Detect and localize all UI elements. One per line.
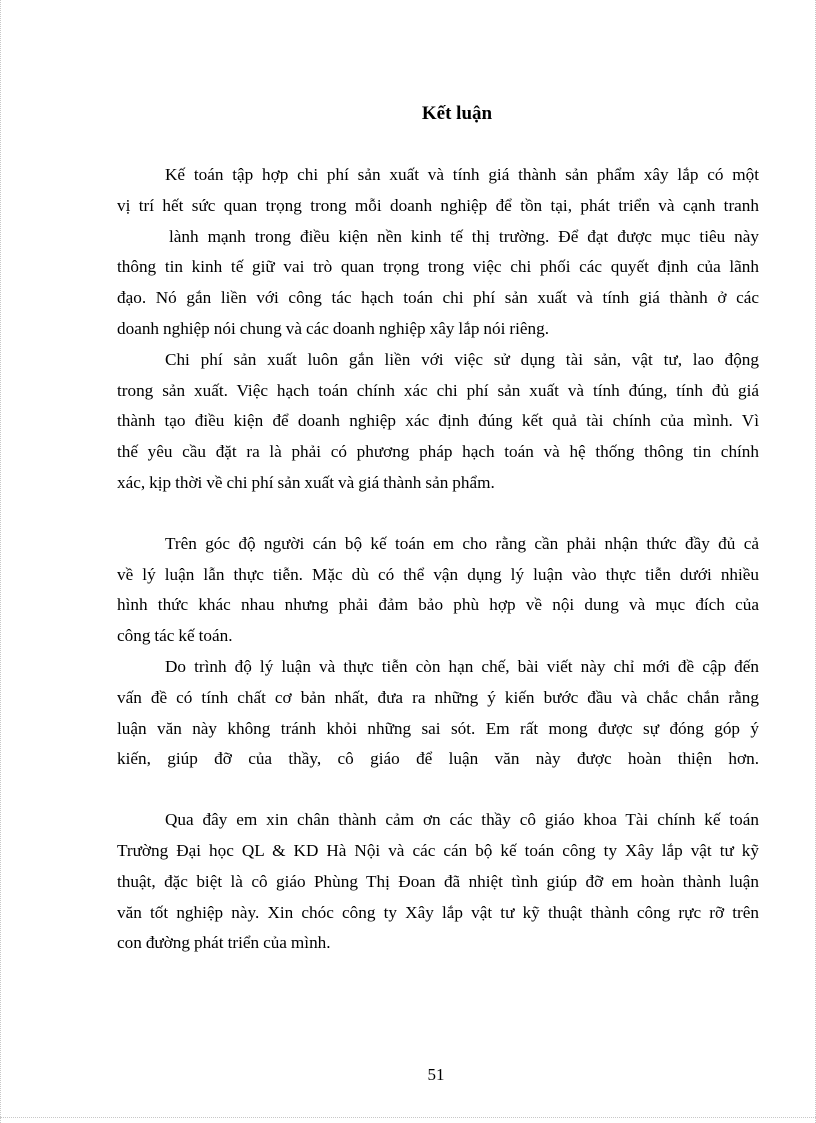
text-line: văn tốt nghiệp này. Xin chóc công ty Xây lắp vật tư kỹ thuật thành công rực rỡ trên [117,902,759,922]
paragraph-5 [117,805,759,959]
text-line: Do trình độ lý luận và thực tiễn còn hạn chế, bài viết này chỉ mới đề cập đến [165,656,759,676]
paragraph-2 [117,345,759,499]
text-line: đạo. Nó gắn liền với công tác hạch toán chi phí sản xuất và tính giá thành ở các [117,288,759,308]
text-line: con đường phát triển của mình. [117,933,331,953]
text-line: trong sản xuất. Việc hạch toán chính xác chi phí sản xuất và tính đúng, tính đủ giá [117,380,759,400]
text-line: thuật, đặc biệt là cô giáo Phùng Thị Đoan đã nhiệt tình giúp đỡ em hoàn thành luận [117,871,759,891]
text-line: lành mạnh trong điều kiện nền kinh tế thị trường. Để đạt được mục tiêu này [169,226,759,246]
text-line: kiến, giúp đỡ của thầy, cô giáo để luận văn này được hoàn thiện hơn. [117,749,759,769]
document-body [117,160,759,959]
page-title: Kết luận [421,103,493,124]
page-number: 51 [427,1065,445,1084]
paragraph-4 [117,652,759,775]
text-line: Kế toán tập hợp chi phí sản xuất và tính giá thành sản phẩm xây lắp có một [165,165,759,184]
paragraph-3 [117,529,759,652]
text-line: về lý luận lẫn thực tiễn. Mặc dù có thể vận dụng lý luận vào thực tiễn dưới nhiều [117,564,759,584]
text-line: thành tạo điều kiện để doanh nghiệp xác định đúng kết quả tài chính của mình. Vì [117,411,759,431]
text-line: công tác kế toán. [117,626,233,646]
text-line: Qua đây em xin chân thành cảm ơn các thầy cô giáo khoa Tài chính kế toán [165,810,759,830]
text-line: vấn đề có tính chất cơ bản nhất, đưa ra những ý kiến bước đầu và chắc chắn rằng [117,687,759,707]
paragraph-gap [117,775,759,805]
text-line: thông tin kinh tế giữ vai trò quan trọng trong việc chi phối các quyết định của lãnh [117,257,759,277]
text-line: xác, kịp thời về chi phí sản xuất và giá thành sản phẩm. [117,472,495,492]
text-line: Trên góc độ người cán bộ kế toán em cho rằng cần phải nhận thức đầy đủ cả [165,533,759,553]
page-bottom-border [0,1117,816,1118]
text-line: thế yêu cầu đặt ra là phải có phương pháp hạch toán và hệ thống thông tin chính [117,442,759,462]
text-line: Trường Đại học QL & KD Hà Nội và các cán bộ kế toán công ty Xây lắp vật tư kỹ [117,840,759,860]
text-line: vị trí hết sức quan trọng trong mỗi doanh nghiệp để tồn tại, phát triển và cạnh tranh [117,195,759,215]
text-line: luận văn này không tránh khỏi những sai sót. Em rất mong được sự đóng góp ý [117,718,759,738]
text-line: Chi phí sản xuất luôn gắn liền với việc sử dụng tài sản, vật tư, lao động [165,349,759,369]
text-line: doanh nghiệp nói chung và các doanh nghiệp xây lắp nói riêng. [117,318,549,338]
paragraph-gap [117,499,759,529]
text-line: hình thức khác nhau nhưng phải đảm bảo phù hợp về nội dung và mục đích của [117,595,759,615]
paragraph-1 [117,160,759,345]
